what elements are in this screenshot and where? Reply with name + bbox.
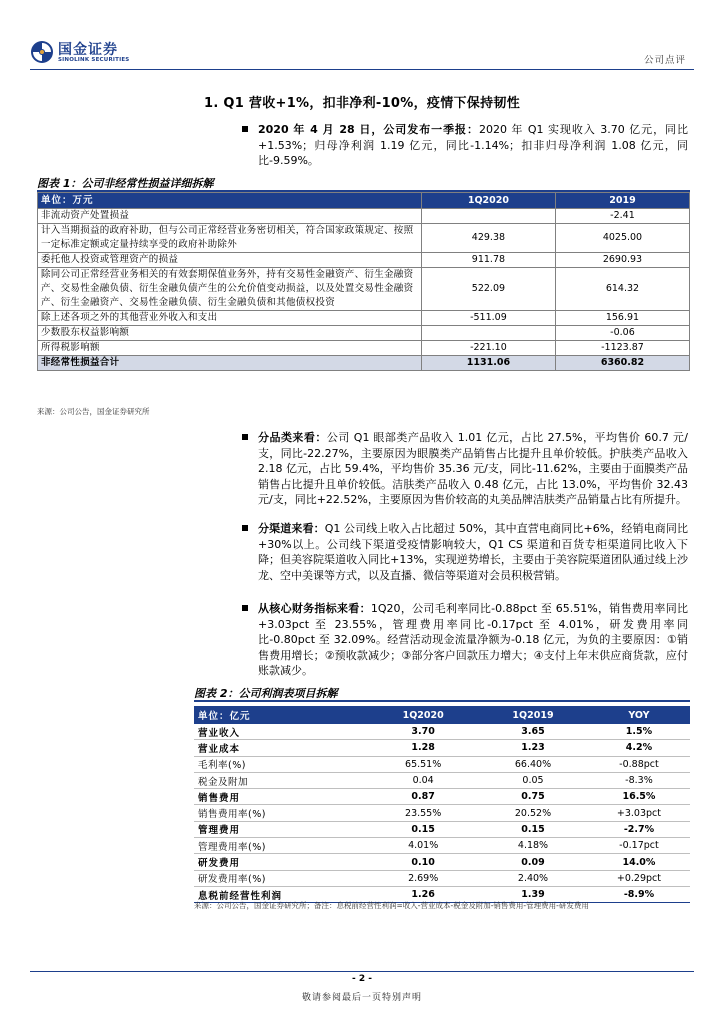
value-1q2019: 66.40% [478,756,588,772]
value-1q2020: 522.09 [421,268,555,311]
non-recurring-items-table [37,192,690,371]
logo-cn-text: 国金证券 [58,42,118,58]
paragraph-body: Q1 公司线上收入占比超过 50%，其中直营电商同比+6%，经销电商同比+30%以上。公司线下渠道受疫情影响较大，Q1 CS 渠道和百货专柜渠道同比收入下降；但美容院渠道收入同比+13%，实现逆势增长，主要由于美容院渠道团队通过线上沙龙、空中美课等方式，以及直播、微信等渠道对会员积极营销。 [258,522,689,582]
row-label: 计入当期损益的政府补助，但与公司正常经营业务密切相关，符合国家政策规定、按照一定标准定额或定量持续享受的政府补助除外 [38,224,422,253]
value-1q2019: 0.09 [478,854,588,870]
row-label: 少数股东权益影响额 [38,326,422,341]
row-label: 管理费用 [194,821,368,837]
table-header-row [38,193,690,209]
value-yoy: 16.5% [588,789,690,805]
bullet-square-icon [242,434,248,440]
value-1q2020: 3.70 [368,724,478,740]
value-yoy: +0.29pct [588,870,690,886]
table-row [194,789,690,805]
column-header: 1Q2019 [478,706,588,724]
value-1q2020 [421,326,555,341]
value-yoy: -2.7% [588,821,690,837]
value-1q2020: 1.28 [368,740,478,756]
table-row [38,326,690,341]
section-title: 1. Q1 营收+1%，扣非净利-10%，疫情下保持韧性 [203,96,520,111]
value-1q2020 [421,209,555,224]
company-logo [30,40,140,66]
column-header: 单位：万元 [38,193,422,209]
value-yoy: +3.03pct [588,805,690,821]
row-label: 息税前经营性利润 [194,886,368,902]
value-1q2020: 0.87 [368,789,478,805]
page-number: - 2 - [352,974,372,984]
value-1q2019: 4.18% [478,838,588,854]
table-row [38,253,690,268]
value-2019: 2690.93 [555,253,689,268]
table-row [194,870,690,886]
row-label: 毛利率(%) [194,756,368,772]
paragraph-financial-metrics [258,601,688,679]
paragraph-lead: 从核心财务指标来看： [258,602,371,615]
row-label: 非流动资产处置损益 [38,209,422,224]
value-1q2019: 20.52% [478,805,588,821]
row-label: 研发费用 [194,854,368,870]
table-row [194,821,690,837]
column-header: 单位：亿元 [194,706,368,724]
value-yoy: -0.17pct [588,838,690,854]
paragraph-lead: 分品类来看： [258,431,327,444]
figure-2-source: 来源：公司公告，国金证券研究所；备注：息税前经营性利润=收入-营业成本-税金及附加-销售费用-管理费用-研发费用 [194,901,589,910]
table-row [38,224,690,253]
value-2019: 6360.82 [555,356,689,371]
value-yoy: -8.3% [588,772,690,788]
value-yoy: -0.88pct [588,756,690,772]
column-header: 1Q2020 [368,706,478,724]
paragraph-body: 公司 Q1 眼部类产品收入 1.01 亿元，占比 27.5%，平均售价 60.7 元/支，同比-22.27%，主要原因为眼膜类产品销售占比提升且单价较低。护肤类产品收入 2.18 亿元，占比 59.4%，平均售价 35.36 元/支，同比-11.62%，主要由于面膜类产品销售占比提升且单价较低。洁肤类产品收入 0.48 亿元，占比 13.0%，平均售价 32.43 元/支，同比+22.52%，主要原因为售价较高的丸美品牌洁肤类产品销量占比有所提升。 [258,431,688,506]
row-label: 销售费用率(%) [194,805,368,821]
value-1q2019: 0.15 [478,821,588,837]
table-row [38,341,690,356]
table-row [194,838,690,854]
value-1q2019: 3.65 [478,724,588,740]
paragraph-body: 2020 年 Q1 实现收入 3.70 亿元，同比+1.53%；归母净利润 1.19 亿元，同比-1.14%；扣非归母净利润 1.08 亿元，同比-9.59%。 [258,123,688,167]
logo-en-text: SINOLINK SECURITIES [58,57,130,63]
table-row [194,772,690,788]
table-row [194,756,690,772]
value-yoy: 14.0% [588,854,690,870]
table-row [38,311,690,326]
row-label: 税金及附加 [194,772,368,788]
paragraph-by-channel [258,521,688,583]
value-yoy: 1.5% [588,724,690,740]
table-row [194,740,690,756]
row-label: 除上述各项之外的其他营业外收入和支出 [38,311,422,326]
value-1q2019: 1.23 [478,740,588,756]
bullet-square-icon [242,126,248,132]
bullet-square-icon [242,605,248,611]
paragraph-by-category [258,430,688,508]
table-row [194,724,690,740]
figure-1-title: 图表 1：公司非经常性损益详细拆解 [37,177,214,190]
value-1q2020: 429.38 [421,224,555,253]
total-row [38,356,690,371]
value-1q2020: 0.10 [368,854,478,870]
value-2019: -2.41 [555,209,689,224]
figure-1-source: 来源：公司公告，国金证券研究所 [37,407,150,416]
value-1q2020: 4.01% [368,838,478,854]
column-header: YOY [588,706,690,724]
row-label: 营业收入 [194,724,368,740]
value-1q2020: 65.51% [368,756,478,772]
table-row [194,854,690,870]
value-2019: -0.06 [555,326,689,341]
paragraph-body: 1Q20，公司毛利率同比-0.88pct 至 65.51%，销售费用率同比+3.03pct 至 23.55%，管理费用率同比-0.17pct 至 4.01%，研发费用率同比-0.80pct 至 32.09%。经营活动现金流量净额为-0.18 亿元，为负的主要原因：①销售费用增长；②预收款减少；③部分客户回款压力增大；④支付上年末供应商货款，应付账款减少。 [258,602,688,677]
value-2019: 614.32 [555,268,689,311]
income-statement-table [194,706,690,903]
value-1q2019: 2.40% [478,870,588,886]
row-label: 委托他人投资或管理资产的损益 [38,253,422,268]
table-row [38,209,690,224]
column-header: 2019 [555,193,689,209]
figure-2-title: 图表 2：公司利润表项目拆解 [194,687,338,700]
value-1q2020: 0.15 [368,821,478,837]
row-label: 营业成本 [194,740,368,756]
value-1q2020: 0.04 [368,772,478,788]
disclaimer-note: 敬请参阅最后一页特别声明 [301,993,422,1003]
row-label: 非经常性损益合计 [38,356,422,371]
value-1q2020: 1131.06 [421,356,555,371]
row-label: 管理费用率(%) [194,838,368,854]
row-label: 所得税影响额 [38,341,422,356]
value-1q2019: 0.05 [478,772,588,788]
value-1q2020: 2.69% [368,870,478,886]
value-2019: 4025.00 [555,224,689,253]
table-header-row [194,706,690,724]
value-1q2020: 1.26 [368,886,478,902]
row-label: 除同公司正常经营业务相关的有效套期保值业务外，持有交易性金融资产、衍生金融资产、交易性金融负债、衍生金融负债产生的公允价值变动损益，以及处置交易性金融资产、衍生金融资产、交易性金融负债、衍生金融负债和其他债权投资 [38,268,422,311]
value-1q2019: 1.39 [478,886,588,902]
value-1q2020: 23.55% [368,805,478,821]
value-1q2019: 0.75 [478,789,588,805]
value-2019: -1123.87 [555,341,689,356]
value-yoy: -8.9% [588,886,690,902]
table-row [38,268,690,311]
row-label: 研发费用率(%) [194,870,368,886]
value-1q2020: -511.09 [421,311,555,326]
paragraph-announcement [258,122,688,169]
sinolink-logo-icon [30,40,54,64]
value-yoy: 4.2% [588,740,690,756]
bullet-square-icon [242,525,248,531]
report-type: 公司点评 [643,55,686,66]
header-divider [30,69,694,70]
value-1q2020: 911.78 [421,253,555,268]
table-row [194,805,690,821]
footer-divider [30,971,694,972]
paragraph-lead: 2020 年 4 月 28 日，公司发布一季报： [258,123,479,136]
paragraph-lead: 分渠道来看： [258,522,325,535]
figure-2-rule [194,700,690,702]
column-header: 1Q2020 [421,193,555,209]
value-2019: 156.91 [555,311,689,326]
value-1q2020: -221.10 [421,341,555,356]
row-label: 销售费用 [194,789,368,805]
